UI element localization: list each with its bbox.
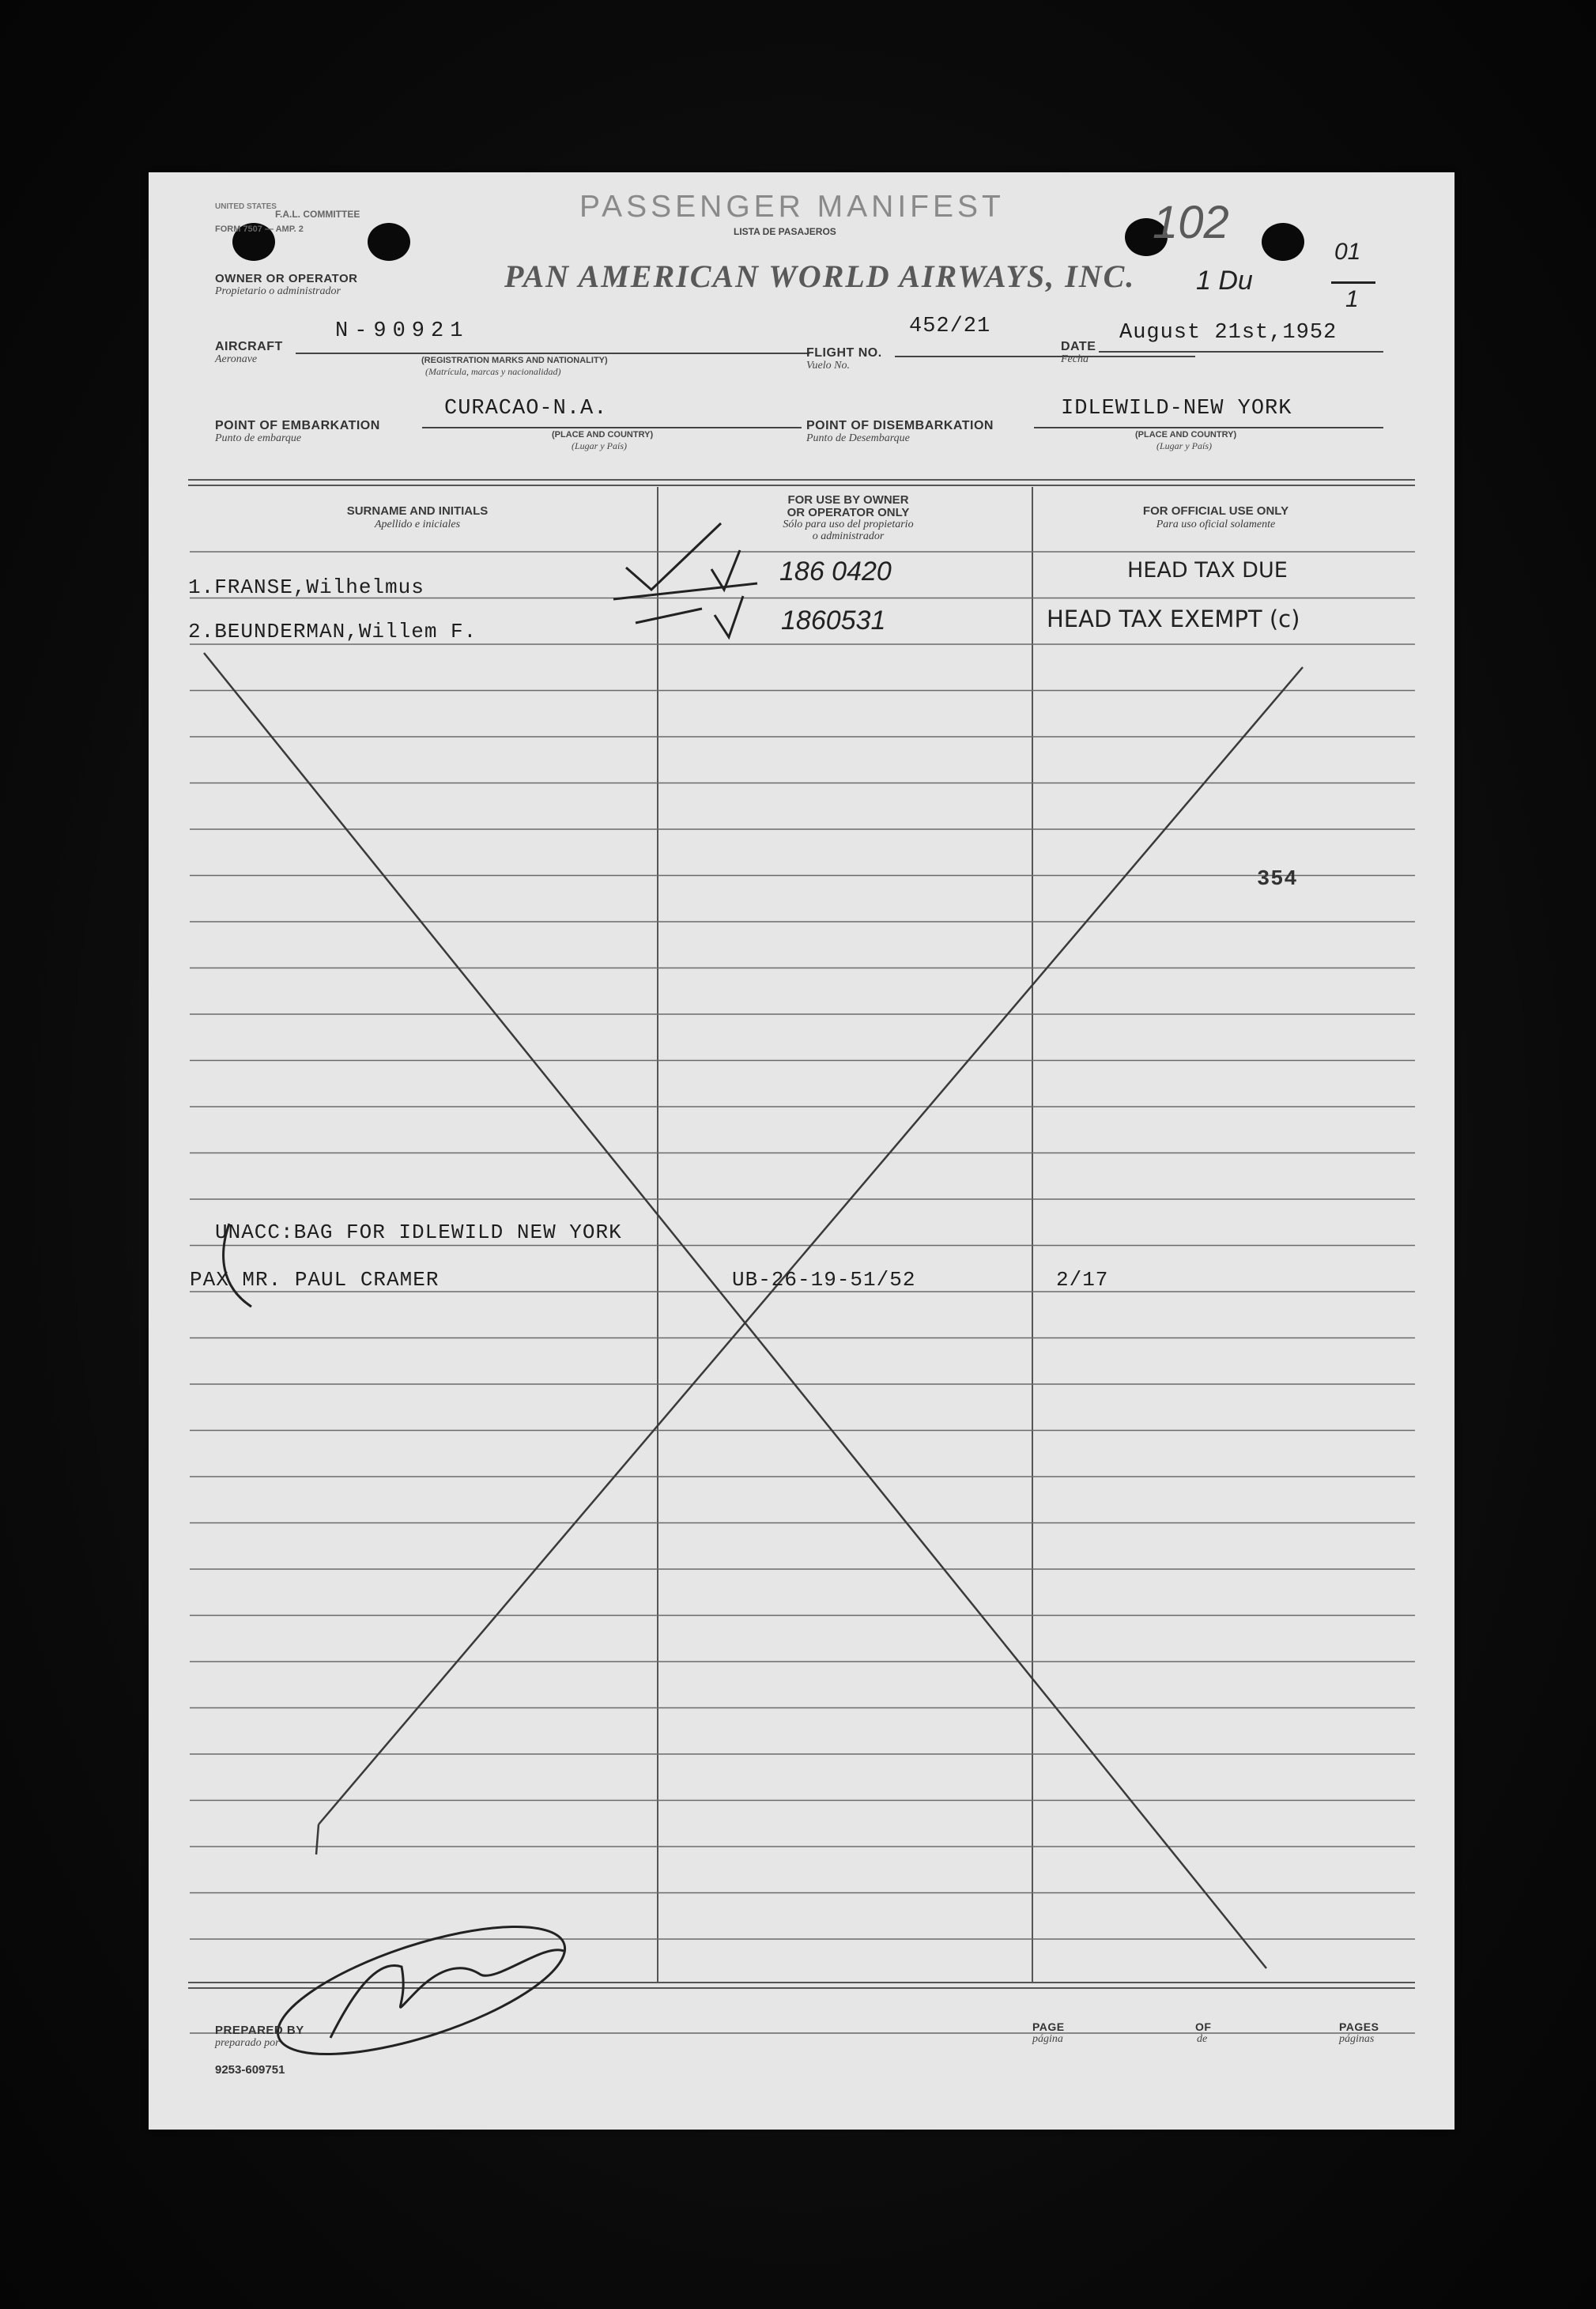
- disembark-value: IDLEWILD-NEW YORK: [1061, 397, 1292, 421]
- col3-head: FOR OFFICIAL USE ONLY: [1142, 504, 1289, 518]
- row-2-name: 2.BEUNDERMAN,Willem F.: [188, 620, 477, 643]
- aircraft-label-sub: Aeronave: [215, 353, 258, 365]
- manifest-sheet: [149, 172, 1455, 2130]
- handwritten-fraction-bottom: 1: [1345, 286, 1359, 312]
- note-line-2-right: 2/17: [1056, 1268, 1109, 1292]
- page-title-sub: LISTA DE PASAJEROS: [734, 226, 836, 237]
- date-label: DATE: [1061, 340, 1096, 353]
- aircraft-caption-sub: (Matrícula, marcas y nacionalidad): [425, 366, 561, 377]
- flight-label-sub: Vuelo No.: [806, 360, 850, 372]
- table-grid: [149, 172, 1455, 2130]
- aircraft-caption: (REGISTRATION MARKS AND NATIONALITY): [421, 356, 608, 365]
- prepared-label: PREPARED BY: [215, 2024, 304, 2037]
- handwritten-note: 1 Du: [1196, 266, 1253, 296]
- row-1-official: HEAD TAX DUE: [1127, 558, 1288, 583]
- of-label-sub: de: [1197, 2033, 1208, 2045]
- date-value: August 21st,1952: [1119, 321, 1338, 345]
- embark-label-sub: Punto de embarque: [215, 432, 302, 444]
- disembark-label: POINT OF DISEMBARKATION: [806, 419, 994, 432]
- col1-sub: Apellido e iniciales: [374, 519, 461, 530]
- col1-head: SURNAME AND INITIALS: [346, 504, 489, 518]
- col2-sub-1: Sólo para uso del propietario: [783, 519, 914, 530]
- disembark-caption-sub: (Lugar y País): [1156, 440, 1212, 451]
- row-2-official: HEAD TAX EXEMPT (c): [1047, 606, 1300, 632]
- pages-label-sub: páginas: [1339, 2033, 1375, 2045]
- prepared-label-sub: preparado por: [215, 2037, 280, 2049]
- col2-head-2: OR OPERATOR ONLY: [787, 506, 910, 519]
- of-label: OF: [1195, 2020, 1212, 2033]
- note-line-2-left: PAX MR. PAUL CRAMER: [190, 1268, 440, 1292]
- embark-caption-sub: (Lugar y País): [572, 440, 627, 451]
- handwritten-fraction-top: 01: [1334, 239, 1361, 265]
- corner-text-3: FORM 7507 — AMP. 2: [215, 224, 304, 234]
- page-title: PASSENGER MANIFEST: [579, 190, 1005, 224]
- corner-text-2: F.A.L. COMMITTEE: [275, 209, 360, 220]
- handwritten-number: 102: [1153, 197, 1229, 248]
- page-label-sub: página: [1032, 2033, 1063, 2045]
- col2-head-1: FOR USE BY OWNER: [787, 493, 909, 507]
- embark-caption: (PLACE AND COUNTRY): [552, 430, 654, 440]
- owner-label-sub: Propietario o administrador: [215, 285, 341, 297]
- owner-label: OWNER OR OPERATOR: [215, 272, 358, 285]
- col2-sub-2: o administrador: [812, 530, 885, 542]
- form-number: 9253-609751: [215, 2063, 285, 2077]
- date-label-sub: Fecha: [1061, 353, 1089, 365]
- aircraft-label: AIRCRAFT: [215, 340, 283, 353]
- disembark-label-sub: Punto de Desembarque: [806, 432, 910, 444]
- pages-label: PAGES: [1339, 2020, 1379, 2033]
- row-2-owner: 1860531: [781, 606, 886, 636]
- aircraft-value: N-90921: [335, 319, 470, 343]
- airline-name: PAN AMERICAN WORLD AIRWAYS, INC.: [504, 258, 1136, 294]
- stamp-number: 354: [1257, 868, 1298, 892]
- embark-value: CURACAO-N.A.: [444, 397, 608, 421]
- page-label: PAGE: [1032, 2020, 1065, 2033]
- disembark-caption: (PLACE AND COUNTRY): [1135, 430, 1237, 440]
- row-1-owner: 186 0420: [779, 556, 892, 587]
- note-line-2-mid: UB-26-19-51/52: [732, 1268, 916, 1292]
- corner-text-1: UNITED STATES: [215, 202, 277, 211]
- row-1-name: 1.FRANSE,Wilhelmus: [188, 575, 424, 599]
- flight-value: 452/21: [909, 315, 991, 338]
- note-line-1: UNACC:BAG FOR IDLEWILD NEW YORK: [215, 1221, 622, 1244]
- col3-sub: Para uso oficial solamente: [1156, 519, 1276, 530]
- embark-label: POINT OF EMBARKATION: [215, 419, 380, 432]
- flight-label: FLIGHT NO.: [806, 346, 882, 360]
